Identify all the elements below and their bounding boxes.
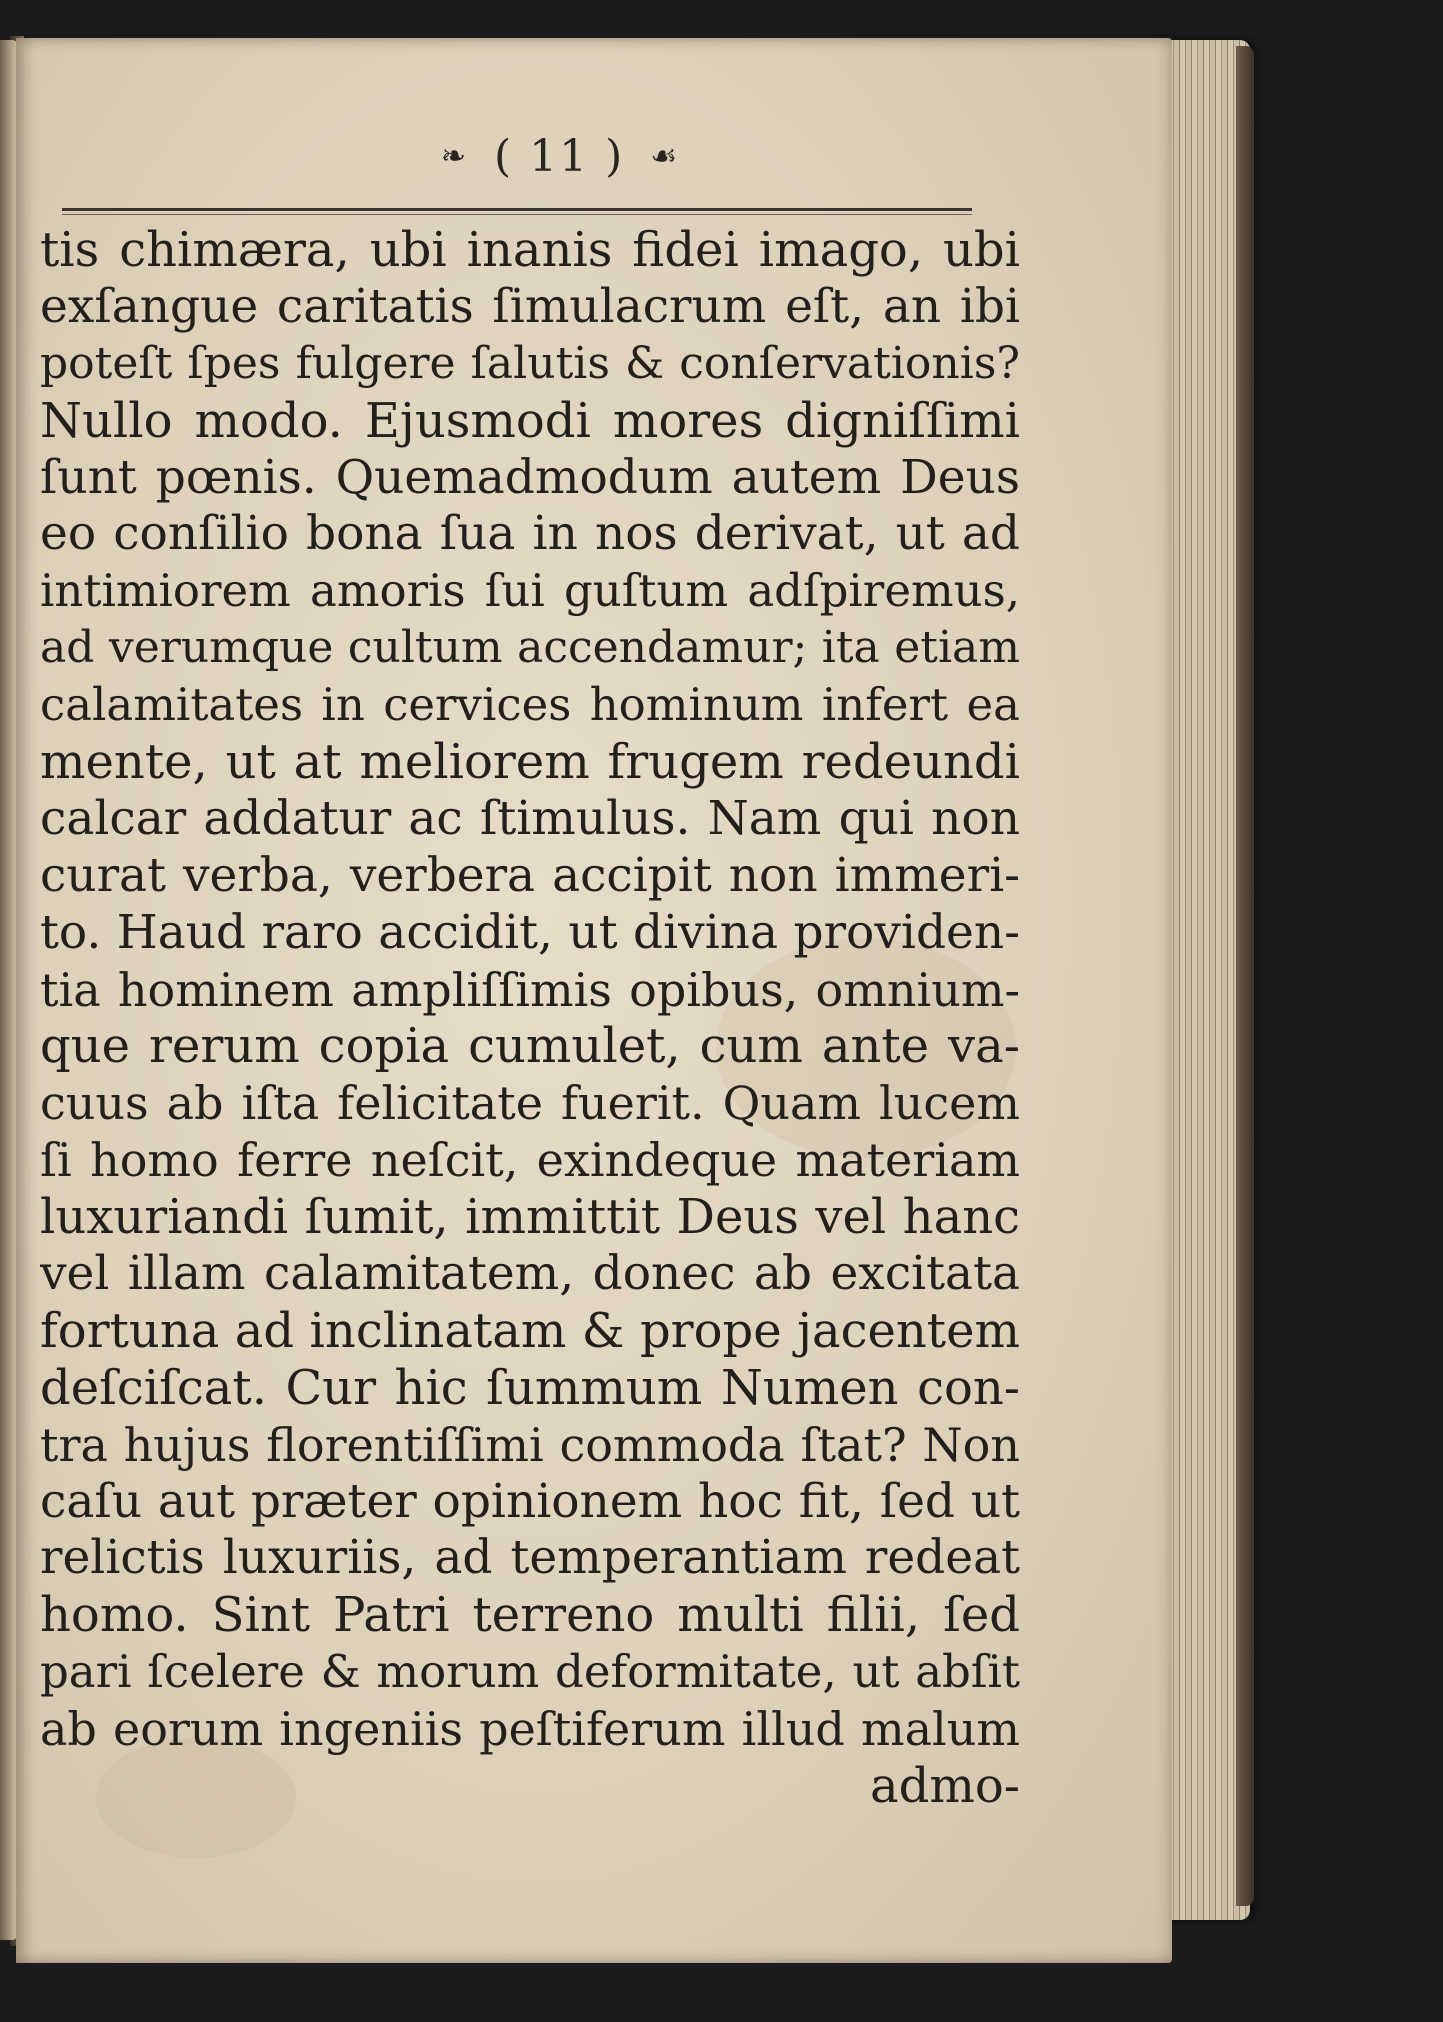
text-line: intimiorem amoris ſui guſtum adſpiremus, xyxy=(40,564,1020,618)
text-line: poteſt ſpes fulgere ſalutis & conſervationis? xyxy=(40,337,1020,389)
text-line: exſangue caritatis ſimulacrum eſt, an ibi xyxy=(40,278,1020,334)
text-line: relictis luxuriis, ad temperantiam redeat xyxy=(40,1530,1020,1586)
text-line: fortuna ad inclinatam & prope jacentem xyxy=(40,1302,1020,1359)
text-line: homo. Sint Patri terreno multi filii, ſed xyxy=(40,1587,1020,1644)
ornament-left: ❧ xyxy=(440,139,468,174)
page-number: ( 11 ) xyxy=(493,131,625,182)
text-line: ſi homo ferre neſcit, exindeque materiam xyxy=(40,1133,1020,1188)
text-line: calcar addatur ac ſtimulus. Nam qui non xyxy=(40,790,1020,846)
header-rule xyxy=(62,208,972,211)
text-line: eo conſilio bona ſua in nos derivat, ut ad xyxy=(40,506,1020,562)
text-line: calamitates in cervices hominum infert ea xyxy=(40,678,1020,732)
text-line: mente, ut at meliorem frugem redeundi xyxy=(40,734,1020,791)
text-line: vel illam calamitatem, donec ab excitata xyxy=(40,1246,1020,1302)
ornament-right: ☙ xyxy=(650,139,680,174)
text-line: deſciſcat. Cur hic ſummum Numen con- xyxy=(40,1359,1020,1416)
text-line: caſu aut præter opinionem hoc fit, ſed ut xyxy=(40,1473,1020,1529)
header-rule-thin xyxy=(62,214,972,215)
text-line: Nullo modo. Ejusmodi mores digniſſimi xyxy=(40,392,1020,449)
catchword: admo- xyxy=(870,1758,1020,1815)
page-header xyxy=(360,128,760,188)
text-line: cuus ab iſta felicitate fuerit. Quam lucem xyxy=(40,1076,1020,1131)
text-line: luxuriandi ſumit, immittit Deus vel hanc xyxy=(40,1189,1020,1246)
book-cover-edge xyxy=(1236,46,1254,1906)
text-line: ab eorum ingeniis peſtiferum illud malum xyxy=(40,1702,1020,1757)
text-line: curat verba, verbera accipit non immeri- xyxy=(40,847,1020,903)
text-line: ſunt pœnis. Quemadmodum autem Deus xyxy=(40,449,1020,505)
body-text xyxy=(40,222,1020,1815)
text-line: ad verumque cultum accendamur; ita etiam xyxy=(40,622,1020,674)
text-line: tis chimæra, ubi inanis fidei imago, ubi xyxy=(40,222,1020,278)
text-line: tra hujus florentiſſimi commoda ſtat? Non xyxy=(40,1417,1020,1472)
text-line: pari ſcelere & morum deformitate, ut abſit xyxy=(40,1645,1020,1699)
text-line: tia hominem ampliſſimis opibus, omnium- xyxy=(40,962,1020,1017)
text-line: que rerum copia cumulet, cum ante va- xyxy=(40,1018,1020,1075)
text-line: to. Haud raro accidit, ut divina providen- xyxy=(40,904,1020,960)
